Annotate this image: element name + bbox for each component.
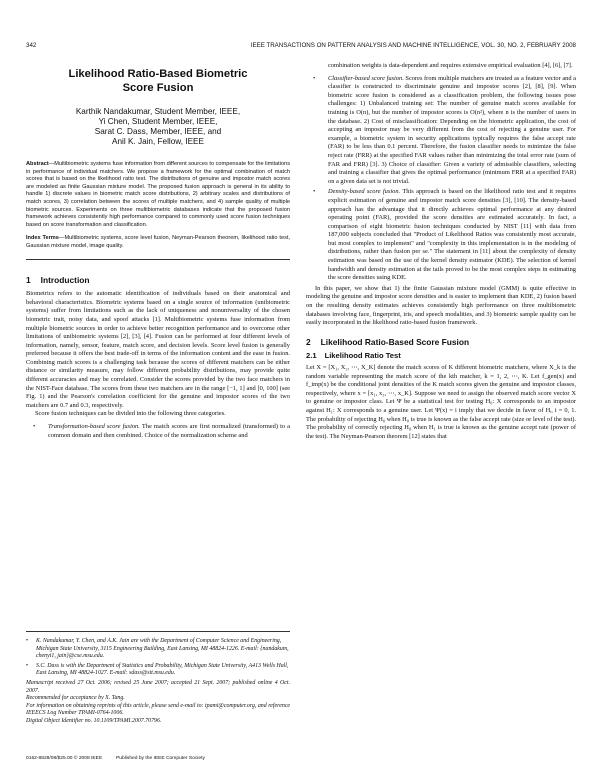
bullet-icon: • (26, 662, 29, 669)
section-title: Likelihood Ratio-Based Score Fusion (320, 336, 470, 347)
publisher-line: Published by the IEEE Computer Society (116, 756, 205, 761)
bullet-lead: Classifier-based score fusion. (328, 74, 404, 82)
index-terms (26, 235, 290, 250)
footnotes (26, 631, 290, 726)
reprints-info: For information on obtaining reprints of this article, please send e-mail to: tpami@computer.org, and reference IEEECS Log Number TPAMI-0764-1006. (26, 702, 290, 717)
issn-copyright: 0162-8828/08/$25.00 © 2008 IEEE (26, 756, 103, 761)
page-footer (26, 756, 576, 766)
list-item (306, 75, 576, 187)
section-title: Introduction (40, 274, 90, 285)
author-line: Sarat C. Dass, Member, IEEE, and (94, 127, 222, 136)
subsection-title: Likelihood Ratio Test (324, 351, 401, 361)
author-list (26, 107, 290, 147)
subsection-heading-2-1 (306, 352, 576, 361)
abstract-divider (26, 259, 290, 260)
index-terms-text: —Multibiometric systems, score level fusion, Neyman-Pearson theorem, likelihood ratio test, Gaussian mixture model, image quality. (26, 235, 290, 249)
section-heading-2 (306, 338, 576, 347)
list-item (26, 423, 290, 440)
page-number: 342 (26, 42, 37, 49)
bullet-icon: • (313, 188, 316, 196)
fusion-categories-list-cont (306, 75, 576, 283)
paper-title: Likelihood Ratio-Based Biometric Score Fusion (68, 68, 248, 94)
section-heading-intro (26, 276, 290, 285)
gmm-paragraph: In this paper, we show that 1) the finite Gaussian mixture model (GMM) is quite effective in modeling the genuine and impostor score densities and is easier to implement than KDE, 2) fusion based on the resulting density estimates achieves consistently high performance on three multibiometric databases involving face, fingerprint, iris, and speech modalities, and 3) biometric sample quality can be easily incorporated in the likelihood ratio-based fusion framework. (306, 284, 576, 327)
bullet-text: This approach is based on the likelihood ratio test and it requires explicit estimation of genuine and impostor match score densities [3], [10]. The density-based approach has the advantage that it directly achieves optimal performance at any desired operating point (FAR), provided the score densities are estimated accurately. In fact, a comparison of eight biometric fusion techniques conducted by NIST [11] with data from 187,000 subjects concluded that "Product of Likelihood Ratios was consistently most accurate, but most complex to implement" and "complexity in this implementation is in the modeling of distributions, rather than fusion per se." The statement in [11] about the complexity of density estimation was based on the use of the kernel density estimator (KDE). The selection of kernel bandwidth and density estimation at the tails proved to be the most complex steps in estimating the score densities using KDE. (328, 188, 576, 282)
journal-header: IEEE TRANSACTIONS ON PATTERN ANALYSIS AND MACHINE INTELLIGENCE, VOL. 30, NO. 2, FEBRUARY 2008 (250, 42, 576, 49)
author-line: Yi Chen, Student Member, IEEE, (98, 117, 218, 126)
footnote-affiliation: • K. Nandakumar, Y. Chen, and A.K. Jain are with the Department of Computer Science and Engineering, Michigan State University, 3115 Engineering Building, East Lansing, MI 48824-1226. E-mail: {nandakum, chenyi1, jain}@cse.msu.edu. (26, 638, 289, 660)
author-line: Karthik Nandakumar, Student Member, IEEE, (75, 107, 241, 116)
abstract-text: —Multibiometric systems fuse information from different sources to compensate for the limitations in performance of individual matchers. We propose a framework for the optimal combination of match scores that is based on the likelihood ratio test. The distributions of genuine and impostor match scores are modeled as finite Gaussian mixture model. The proposed fusion approach is general in its ability to handle 1) discrete values in biometric match score distributions, 2) arbitrary scales and distributions of match scores, 3) correlation between the scores of multiple matchers, and 4) sample quality of multiple biometric sources. Experiments on three multibiometric databases indicate that the proposed fusion framework achieves consistently high performance compared to commonly used score fusion techniques based on score transformation and classification. (26, 161, 290, 228)
manuscript-dates: Manuscript received 27 Oct. 2006; revised 25 June 2007; accepted 21 Sept. 2007; published online 4 Oct. 2007. (26, 679, 290, 694)
bullet-lead: Transformation-based score fusion. (48, 423, 140, 431)
bullet-lead: Density-based score fusion. (328, 188, 401, 196)
bullet-text: Scores from multiple matchers are treated as a feature vector and a classifier is constructed to discriminate genuine and impostor scores [2], [8], [9]. When biometric score fusion is considered as a classification problem, the following issues pose challenges: 1) Unbalanced training set: The number of genuine match scores available for training is O(n), but the number of impostor scores is O(n²), where n is the number of users in the database. 2) Cost of misclassification: Depending on the biometric application, the cost of accepting an impostor may be very different from the cost of rejecting a genuine user. For example, a biometric system in security applications typically requires the false accept rate (FAR) to be less than 0.1 percent. Therefore, the fusion classifier needs to minimize the false reject rate (FRR) at the specified FAR values rather than minimizing the total error rate (sum of FAR and FRR) [3]. 3) Choice of classifier: Given a variety of admissible classifiers, selecting and training a classifier that gives the optimal performance (minimum FRR at a specified FAR) on a given data set is not trivial. (328, 74, 576, 185)
continued-text: combination weights is data-dependent and requires extensive empirical evaluation [4], [6], [7]. (328, 62, 573, 69)
lrt-paragraph: Let X = [X₁, X₂, ⋯, X_K] denote the match scores of K different biometric matchers, where X_k is the random variable representing the match score of the kth matcher, k = 1, 2, ⋯, K. Let f_gen(x) and f_imp(x) be the conditional joint densities of the K match scores given the genuine and impostor classes, respectively, where x = [x₁, x₂, ⋯, x_K]. Suppose we need to assign the observed match score vector X to genuine or impostor class. Let Ψ be a statistical test for testing H₀: X corresponds to an impostor against H₁: X corresponds to a genuine user. Let Ψ(x) = i imply that we decide in favor of Hᵢ, i = 0, 1. The probability of rejecting H₀ when H₀ is true is known as the false accept rate (size or level of the test). The probability of correctly rejecting H₀ when H₁ is true is known as the genuine accept rate (power of the test). The Neyman-Pearson theorem [12] states that (306, 364, 576, 440)
abstract (26, 161, 290, 229)
index-terms-label: Index Terms (26, 235, 59, 242)
section-number: 1 (26, 274, 31, 285)
intro-paragraph-1: Biometrics refers to the automatic identification of individuals based on their anatomical and behavioral characteristics. Biometric systems based on a single source of information (unibiometric systems) suffer from limitations such as the lack of uniqueness and nonuniversality of the chosen biometric trait, noisy data, and spoof attacks [1]. Multibiometric systems fuse information from multiple biometric sources in order to achieve better recognition performance and to overcome other limitations of unibiometric systems [2], [3], [4]. Fusion can be performed at four different levels of information, namely, sensor, feature, match score, and decision levels. Score level fusion is generally preferred because it offers the best trade-off in terms of the information content and the ease in fusion. Combining match scores is a challenging task because the scores of different matchers can be either distance or similarity measure, may follow different probability distributions, may provide quite different accuracies and may be correlated. Consider the scores provided by the two face matchers in the NIST-Face database. The scores from these two matchers are in the range [−1, 1] and [0, 100] (see Fig. 1) and the Pearson's correlation coefficient for the genuine and impostor scores of the two matchers are 0.7 and 0.3, respectively. (26, 290, 290, 409)
footnote-affiliation: • S.C. Dass is with the Department of Statistics and Probability, Michigan State University, A413 Wells Hall, East Lansing, MI 48824-1027. E-mail: sdass@stt.msu.edu. (26, 662, 289, 677)
bullet-text: The match scores are first normalized (transformed) to a common domain and then combined. Choice of the normalization scheme and (48, 423, 290, 439)
running-header (26, 42, 576, 54)
right-column (306, 62, 576, 441)
subsection-number: 2.1 (306, 351, 317, 361)
section-number: 2 (306, 336, 311, 347)
intro-paragraph-2: Score fusion techniques can be divided into the following three categories. (35, 410, 226, 418)
left-column (26, 62, 290, 442)
bullet-icon: • (313, 74, 316, 82)
fusion-categories-list (26, 423, 290, 440)
doi: Digital Object Identifier no. 10.1109/TPAMI.2007.70796. (26, 717, 162, 724)
recommended-by: Recommended for acceptance by X. Tang. (26, 695, 125, 702)
abstract-label: Abstract (26, 161, 49, 167)
author-line: Anil K. Jain, Fellow, IEEE (112, 137, 204, 146)
bullet-icon: • (26, 638, 29, 644)
list-item (306, 188, 576, 283)
bullet-icon: • (33, 423, 36, 431)
